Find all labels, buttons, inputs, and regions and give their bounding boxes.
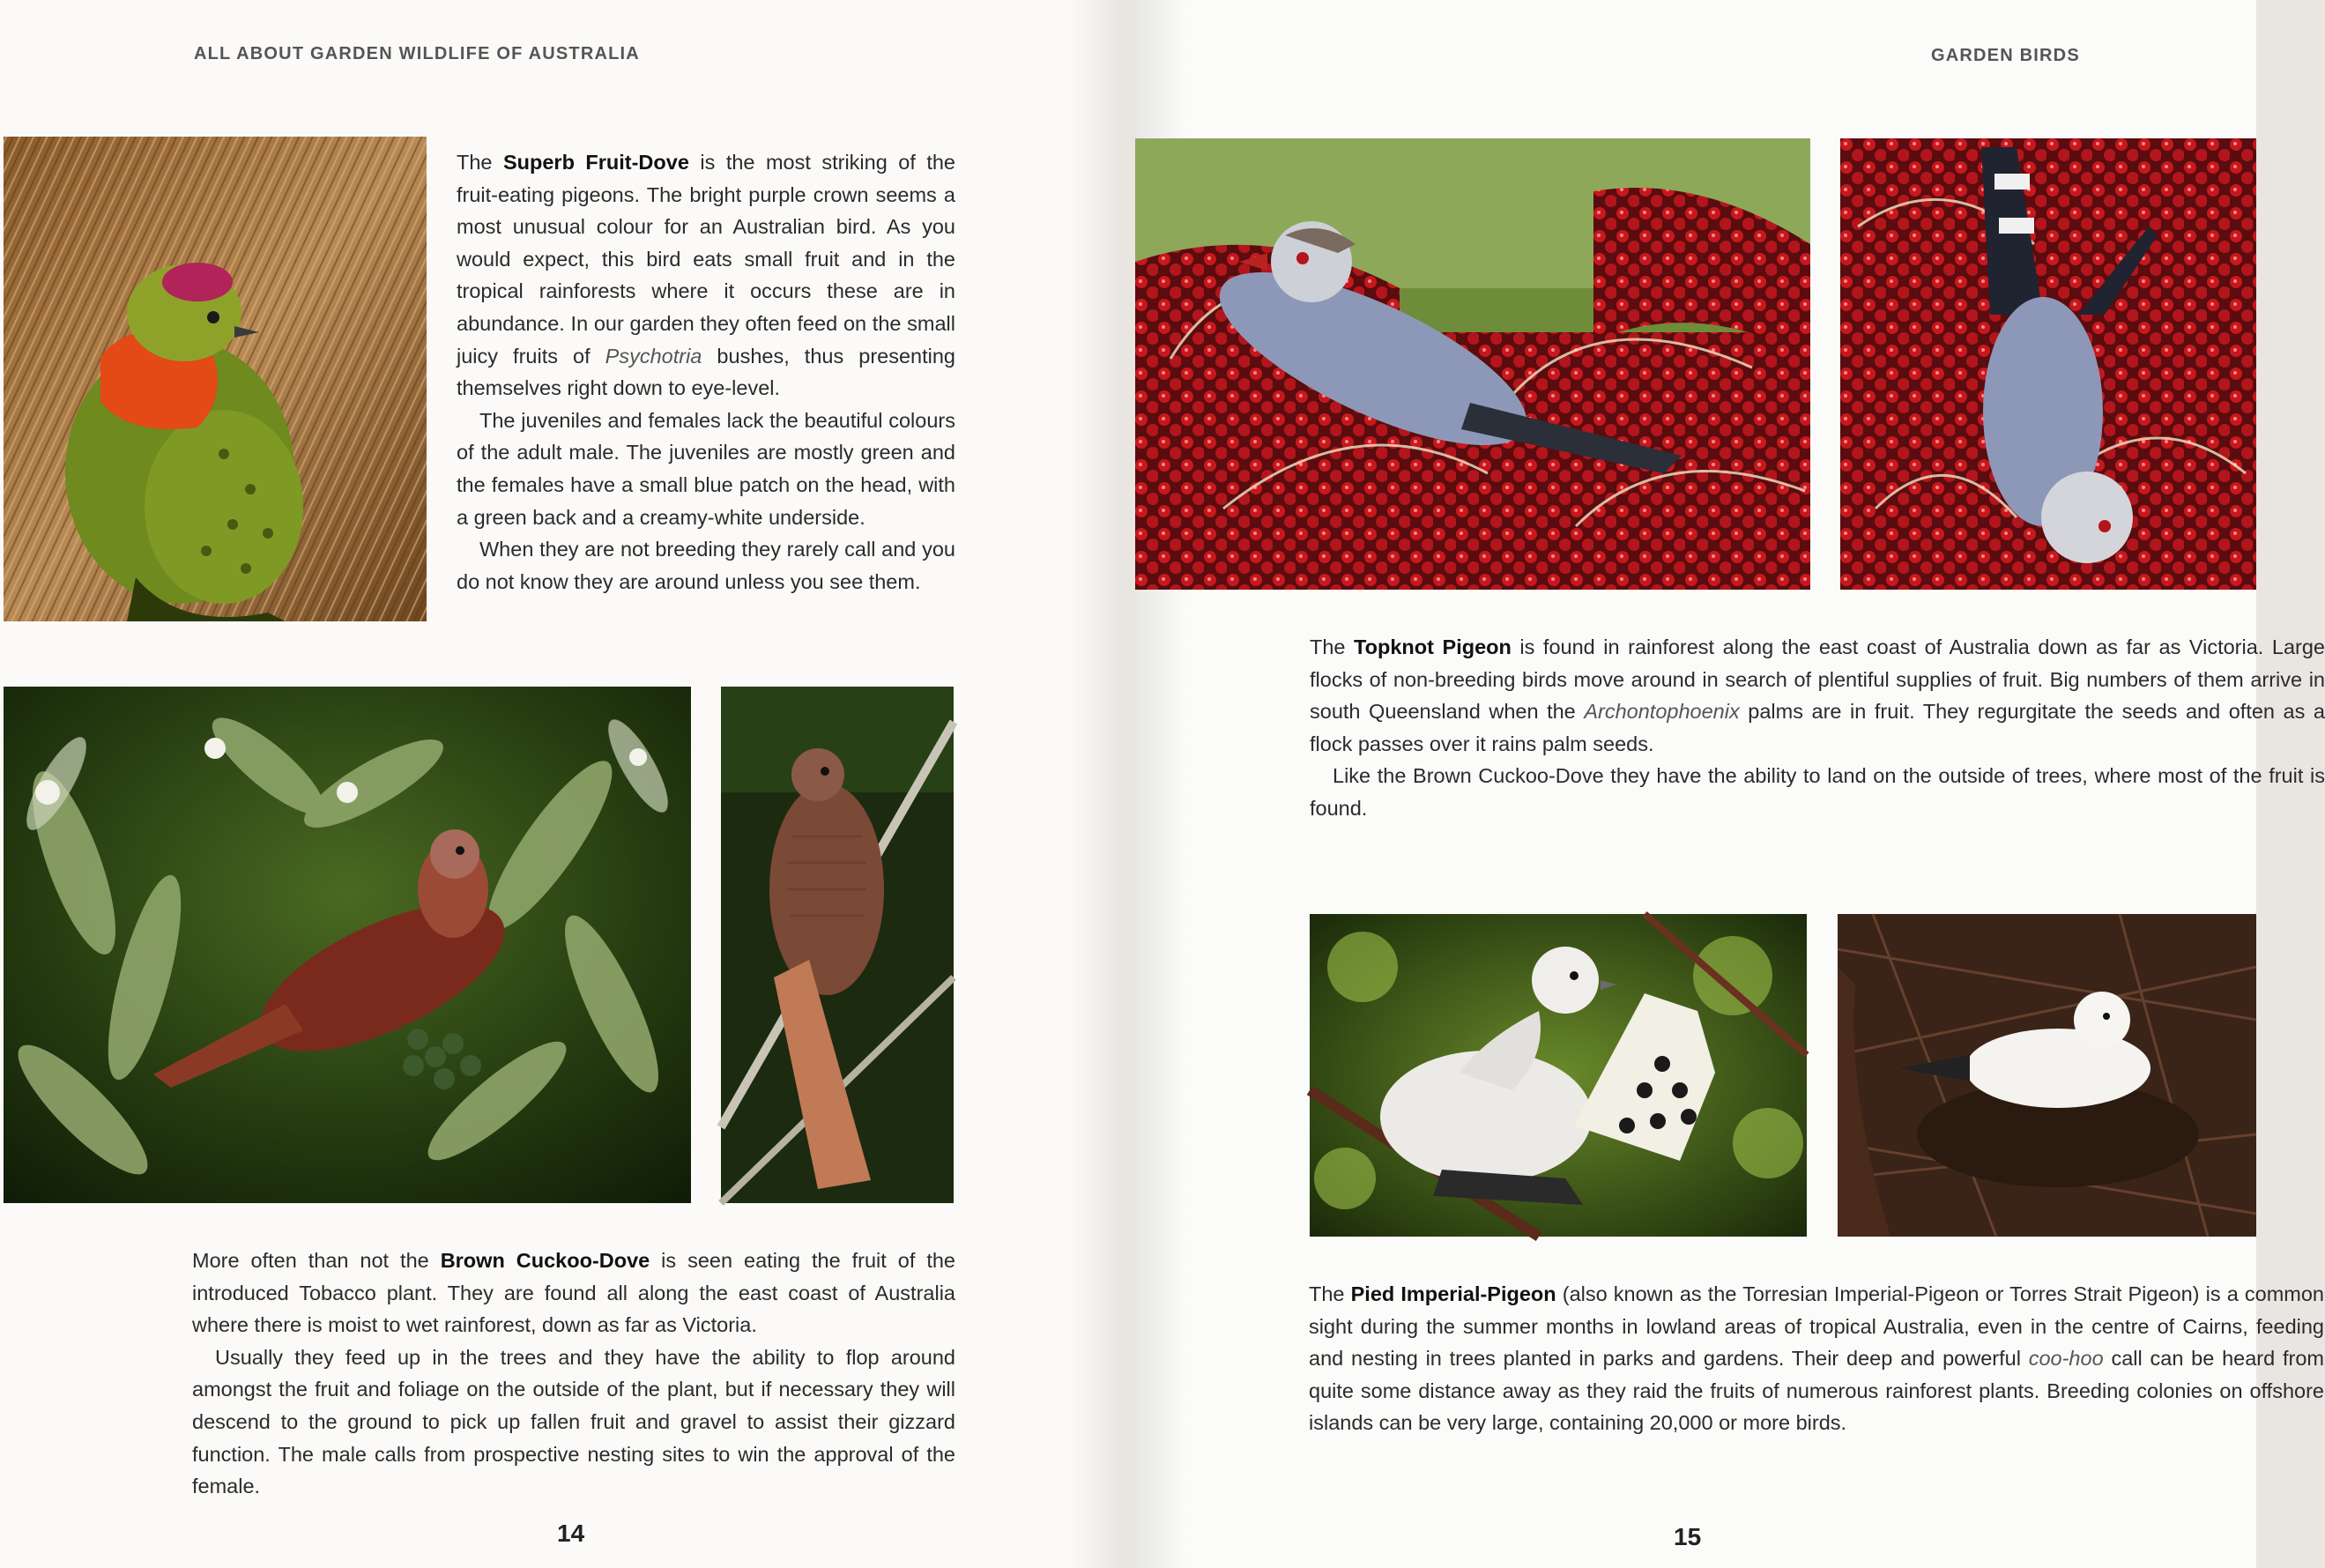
species-name: Pied Imperial-Pigeon <box>1350 1282 1556 1305</box>
topknot-pigeon-palm-photo <box>1135 138 1810 590</box>
running-head-left: ALL ABOUT GARDEN WILDLIFE OF AUSTRALIA <box>194 44 640 63</box>
bird-call: coo-hoo <box>2028 1347 2104 1371</box>
topknot-pigeon-text <box>1310 631 2325 825</box>
running-head-right: GARDEN BIRDS <box>1931 46 2080 65</box>
brown-cuckoo-dove-text <box>192 1245 955 1503</box>
brown-cuckoo-dove-paragraph-1: More often than not the Brown Cuckoo-Dove is seen eating the fruit of the introduced Tobacco plant. They are found all along the east coast of Australia where there is moist to wet rainforest, down as far as Victoria. <box>192 1249 955 1337</box>
pied-imperial-pigeon-text <box>1309 1278 2324 1439</box>
superb-fruit-dove-photo <box>4 137 427 621</box>
superb-fruit-dove-paragraph-1: The Superb Fruit-Dove is the most striking of the fruit-eating pigeons. The bright purple crown seems a most unusual colour for an Australian bird. As you would expect, this bird eats small fruit and in the tropical rainforests where it occurs these are in abundance. In our garden they often feed on the small juicy fruits of Psychotria bushes, thus presenting themselves right down to eye-level. <box>457 151 955 400</box>
superb-fruit-dove-paragraph-2: The juveniles and females lack the beautiful colours of the adult male. The juveniles are mostly green and the females have a small blue patch on the head, with a green back and a creamy-white underside. <box>457 408 955 529</box>
topknot-pigeon-paragraph-2: Like the Brown Cuckoo-Dove they have the ability to land on the outside of trees, where most of the fruit is found. <box>1310 764 2325 820</box>
brown-cuckoo-dove-branch-photo <box>721 687 954 1203</box>
topknot-pigeon-hanging-photo <box>1840 138 2256 590</box>
pied-imperial-pigeon-nest-photo <box>1838 914 2256 1237</box>
pied-imperial-pigeon-paragraph-1: The Pied Imperial-Pigeon (also known as the Torresian Imperial-Pigeon or Torres Strait Pigeon) is a common sight during the summer months in lowland areas of tropical Australia, even in the centre of Cairns, feeding and nesting in trees planted in parks and gardens. Their deep and powerful coo-hoo call can be heard from quite some distance away as they raid the fruits of numerous rainforest plants. Breeding colonies on offshore islands can be very large, containing 20,000 or more birds. <box>1309 1282 2324 1435</box>
page-number-left: 14 <box>557 1520 585 1547</box>
species-name: Superb Fruit-Dove <box>502 151 689 174</box>
topknot-pigeon-paragraph-1: The Topknot Pigeon is found in rainforest along the east coast of Australia down as far as Victoria. Large flocks of non-breeding birds move around in search of plentiful supplies of fruit. Big numbers of them arrive in south Queensland when the Archontophoenix palms are in fruit. They regurgitate the seeds and often as a flock passes over it rains palm seeds. <box>1310 635 2325 755</box>
pied-imperial-pigeon-display-photo <box>1310 914 1807 1237</box>
page-number-right: 15 <box>1674 1523 1702 1550</box>
brown-cuckoo-dove-perched-photo <box>4 687 691 1203</box>
right-page <box>1135 0 2325 1568</box>
plant-name: Psychotria <box>605 344 702 368</box>
brown-cuckoo-dove-paragraph-2: Usually they feed up in the trees and they have the ability to flop around amongst the fruit and foliage on the outside of the plant, but if necessary they will descend to the ground to pick up fallen fruit and gravel to assist their gizzard function. The male calls from prospective nesting sites to win the approval of the female. <box>192 1345 955 1498</box>
plant-name: Archontophoenix <box>1584 700 1740 724</box>
species-name: Topknot Pigeon <box>1354 635 1512 658</box>
superb-fruit-dove-paragraph-3: When they are not breeding they rarely call and you do not know they are around unless you see them. <box>457 538 955 593</box>
species-name: Brown Cuckoo-Dove <box>440 1249 650 1272</box>
superb-fruit-dove-text <box>457 146 955 598</box>
left-page <box>0 0 1121 1568</box>
gutter-shadow <box>1068 0 1121 1568</box>
